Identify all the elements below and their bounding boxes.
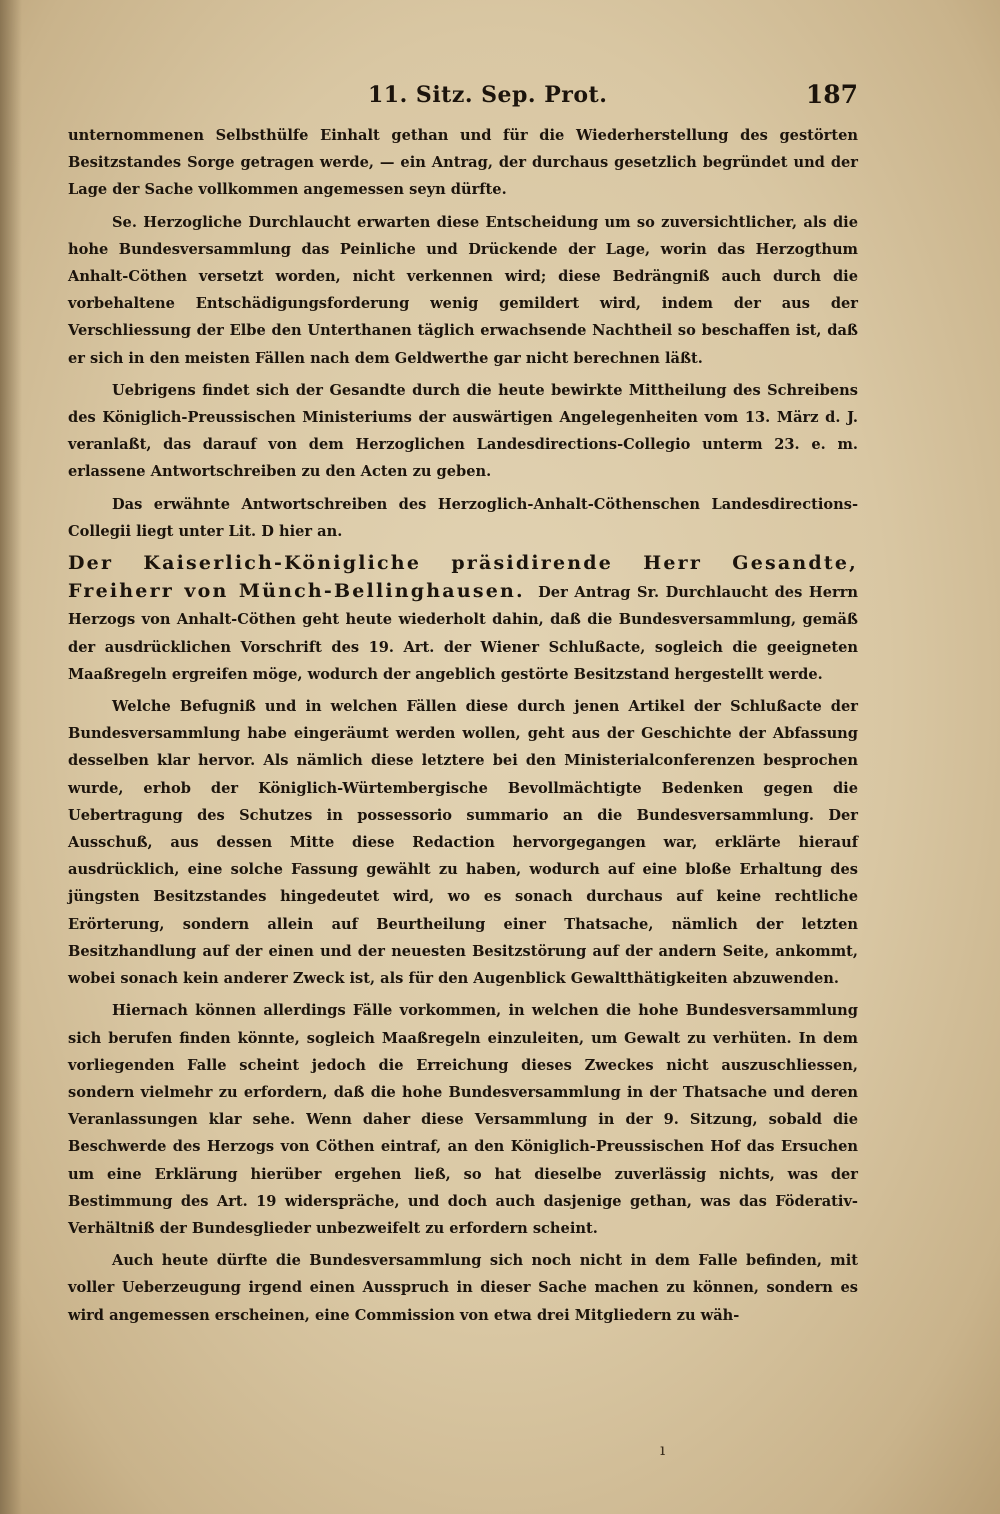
paragraph: Das erwähnte Antwortschreiben des Herzoglich-Anhalt-Cöthenschen Landesdirections-Collegii liegt unter Lit. D hier an.: [68, 495, 858, 540]
page-number: 187: [805, 80, 858, 109]
speaker-statement: Der Antrag Sr. Durchlaucht des Herrn Herzogs von Anhalt-Cöthen geht heute wiederholt dahin, daß die Bundesversammlung, gemäß der ausdrücklichen Vorschrift des 19. Art. der Wiener Schlußacte, sogleich die geeigneten Maaßregeln ergreifen möge, wodurch der angeblich gestörte Besitzstand hergestellt werde.: [68, 584, 858, 683]
paragraph: Hiernach können allerdings Fälle vorkommen, in welchen die hohe Bundesversammlung sich berufen finden könnte, sogleich Maaßregeln einzuleiten, um Gewalt zu verhüten. In dem vorliegenden Falle scheint jedoch die Erreichung dieses Zweckes nicht auszuschliessen, sondern vielmehr zu erfordern, daß die hohe Bundesversammlung in der Thatsache und deren Veranlassungen klar sehe. Wenn daher diese Versammlung in der 9. Sitzung, sobald die Beschwerde des Herzogs von Cöthen eintraf, an den Königlich-Preussischen Hof das Ersuchen um eine Erklärung hierüber ergehen ließ, so hat dieselbe zuverlässig nichts, was der Bestimmung des Art. 19 widerspräche, und doch auch dasjenige gethan, was das Föderativ-Verhältniß der Bundesglieder unbezweifelt zu erfordern scheint.: [68, 1002, 858, 1237]
page-body: [68, 122, 858, 1334]
speaker-name: Der Kaiserlich-Königliche präsidirende Herr Gesandte, Freiherr von Münch-Bellinghausen.: [68, 552, 858, 603]
paragraph: Se. Herzogliche Durchlaucht erwarten diese Entscheidung um so zuversichtlicher, als die hohe Bundesversammlung das Peinliche und Drückende der Lage, worin das Herzogthum Anhalt-Cöthen versetzt worden, nicht verkennen wird; diese Bedrängniß auch durch die vorbehaltene Entschädigungsforderung wenig gemildert wird, indem der aus der Verschliessung der Elbe den Unterthanen täglich erwachsende Nachtheil so beschaffen ist, daß er sich in den meisten Fällen nach dem Geldwerthe gar nicht berechnen läßt.: [68, 213, 858, 367]
paragraph: Auch heute dürfte die Bundesversammlung sich noch nicht in dem Falle befinden, mit voller Ueberzeugung irgend einen Ausspruch in dieser Sache machen zu können, sondern es wird angemessen erscheinen, eine Commission von etwa drei Mitgliedern zu wäh-: [68, 1252, 858, 1324]
running-head: 11. Sitz. Sep. Prot.: [368, 82, 608, 108]
page-header: [68, 80, 858, 120]
footer-mark: ı: [660, 1440, 666, 1459]
paragraph: Welche Befugniß und in welchen Fällen diese durch jenen Artikel der Schlußacte der Bundesversammlung habe eingeräumt werden wollen, geht aus der Geschichte der Abfassung desselben klar hervor. Als nämlich diese letztere bei den Ministerialconferenzen besprochen wurde, erhob der Königlich-Würtembergische Bevollmächtigte Bedenken gegen die Uebertragung des Schutzes in possessorio summario an die Bundesversammlung. Der Ausschuß, aus dessen Mitte diese Redaction hervorgegangen war, erklärte hierauf ausdrücklich, eine solche Fassung gewählt zu haben, wodurch auf eine bloße Erhaltung des jüngsten Besitzstandes hingedeutet wird, wo es sonach durchaus auf keine rechtliche Erörterung, sondern allein auf Beurtheilung einer Thatsache, nämlich der letzten Besitzhandlung auf der einen und der neuesten Besitzstörung auf der andern Seite, ankommt, wobei sonach kein anderer Zweck ist, als für den Augenblick Gewaltthätigkeiten abzuwenden.: [68, 698, 858, 988]
page-edge-shadow: [0, 0, 22, 1514]
paragraph: Uebrigens findet sich der Gesandte durch die heute bewirkte Mittheilung des Schreibens des Königlich-Preussischen Ministeriums der auswärtigen Angelegenheiten vom 13. März d. J. veranlaßt, das darauf von dem Herzoglichen Landesdirections-Collegio unterm 23. e. m. erlassene Antwortschreiben zu den Acten zu geben.: [68, 381, 858, 481]
paragraph: unternommenen Selbsthülfe Einhalt gethan und für die Wiederherstellung des gestörten Besitzstandes Sorge getragen werde, — ein Antrag, der durchaus gesetzlich begründet und der Lage der Sache vollkommen angemessen seyn dürfte.: [68, 127, 858, 199]
speaker-paragraph: [68, 550, 858, 688]
